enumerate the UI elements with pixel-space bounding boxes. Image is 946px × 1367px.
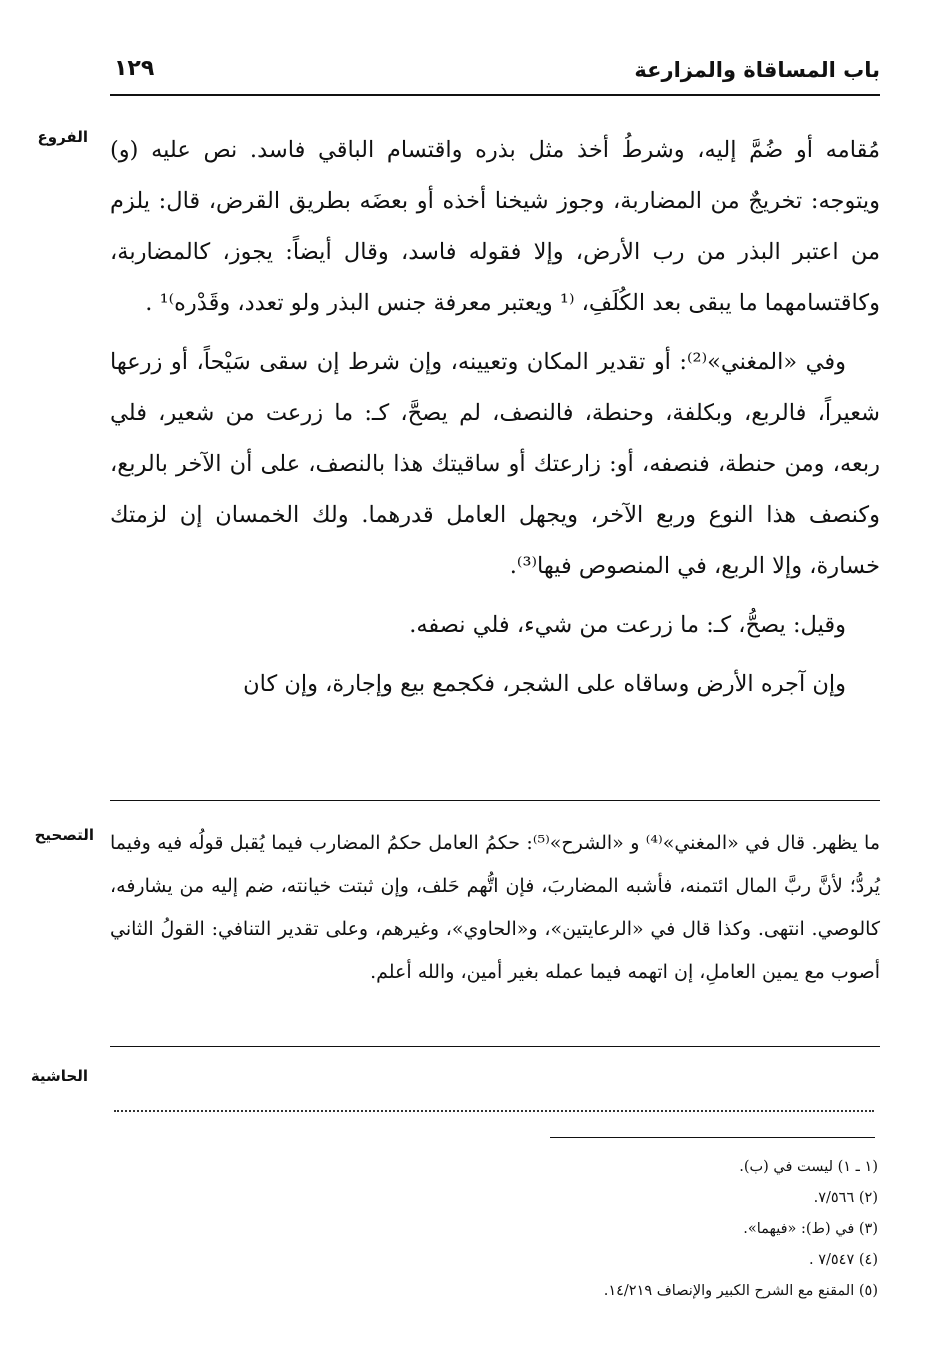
footnote: (١ ـ ١) ليست في (ب). [739, 1159, 878, 1175]
main-paragraph: مُقامه أو ضُمَّ إليه، وشرطُ أخذ مثل بذره واقتسام الباقي فاسد. نص عليه (و) ويتوجه: تخريجٌ من المضاربة، وجوز شيخنا أخذه أو بعضَه بطريق القرض، قال: يلزم من اعتبر البذر من رب الأرض، وإلا فقوله فاسد، وقال أيضاً: يجوز، كالمضاربة، وكاقتسامهما ما يبقى بعد الكُلَفِ، ⁽¹ ويعتبر معرفة جنس البذر ولو تعدد، وقَدْره⁾¹ . [110, 137, 880, 316]
footnote: (٣) في (ط): «فيهما». [743, 1221, 878, 1237]
main-paragraph: وفي «المغني»⁽²⁾: أو تقدير المكان وتعيينه، وإن شرط إن سقى سَيْحاً، أو زرعها شعيراً، فالربع، وبكلفة، وحنطة، فالنصف، لم يصحَّ، كـ: ما زرعت من شعير، فلي ربعه، ومن حنطة، فنصفه، أو: زارعتك أو ساقيتك هذا بالنصف، على أن الآخر بالربع، وكنصف هذا النوع وربع الآخر، ويجهل العامل قدرهما. ولك الخمسان إن لزمتك خسارة، وإلا الربع، في المنصوص فيها⁽³⁾. [110, 349, 880, 579]
hashiya-dotted-line [114, 1110, 874, 1112]
side-label-tashih: التصحيح [34, 826, 94, 844]
main-paragraph: وقيل: يصحُّ، كـ: ما زرعت من شيء، فلي نصفه. [409, 612, 846, 638]
footnote: (٢) ٧/٥٦٦. [813, 1190, 878, 1206]
main-paragraph: وإن آجره الأرض وساقاه على الشجر، فكجمع بيع وإجارة، وإن كان [243, 671, 846, 697]
footnotes [400, 1152, 878, 1307]
footnote: (٥) المقنع مع الشرح الكبير والإنصاف ١٤/٢١٩. [603, 1283, 878, 1299]
page-number: ١٢٩ [114, 56, 155, 81]
running-title: باب المساقاة والمزارعة [634, 58, 880, 82]
footnote-divider [550, 1137, 875, 1138]
page-header [110, 50, 880, 96]
section-divider [110, 1046, 880, 1047]
section-divider [110, 800, 880, 801]
main-text [110, 125, 880, 710]
side-label-hashiya: الحاشية [30, 1067, 88, 1085]
side-label-furu: الفروع [37, 128, 88, 146]
tashih-text [110, 822, 880, 994]
footnote: (٤) ٧/٥٤٧ . [808, 1252, 878, 1268]
tashih-paragraph: ما يظهر. قال في «المغني»⁽⁴⁾ و «الشرح»⁽⁵⁾: حكمُ العامل حكمُ المضارب فيما يُقبل قولُه فيه وفيما يُردُّ؛ لأنَّ ربَّ المال ائتمنه، فأشبه المضاربَ، فإن اتُّهم حَلف، وإن ثبتت خيانته، ضم إليه من يشارفه، كالوصي. انتهى. وكذا قال في «الرعايتين»، و«الحاوي»، وغيرهم، وعلى تقدير التنافي: القولُ الثاني أصوب مع يمين العاملِ، إن اتهمه فيما عمله بغير أمين، والله أعلم. [110, 832, 880, 983]
